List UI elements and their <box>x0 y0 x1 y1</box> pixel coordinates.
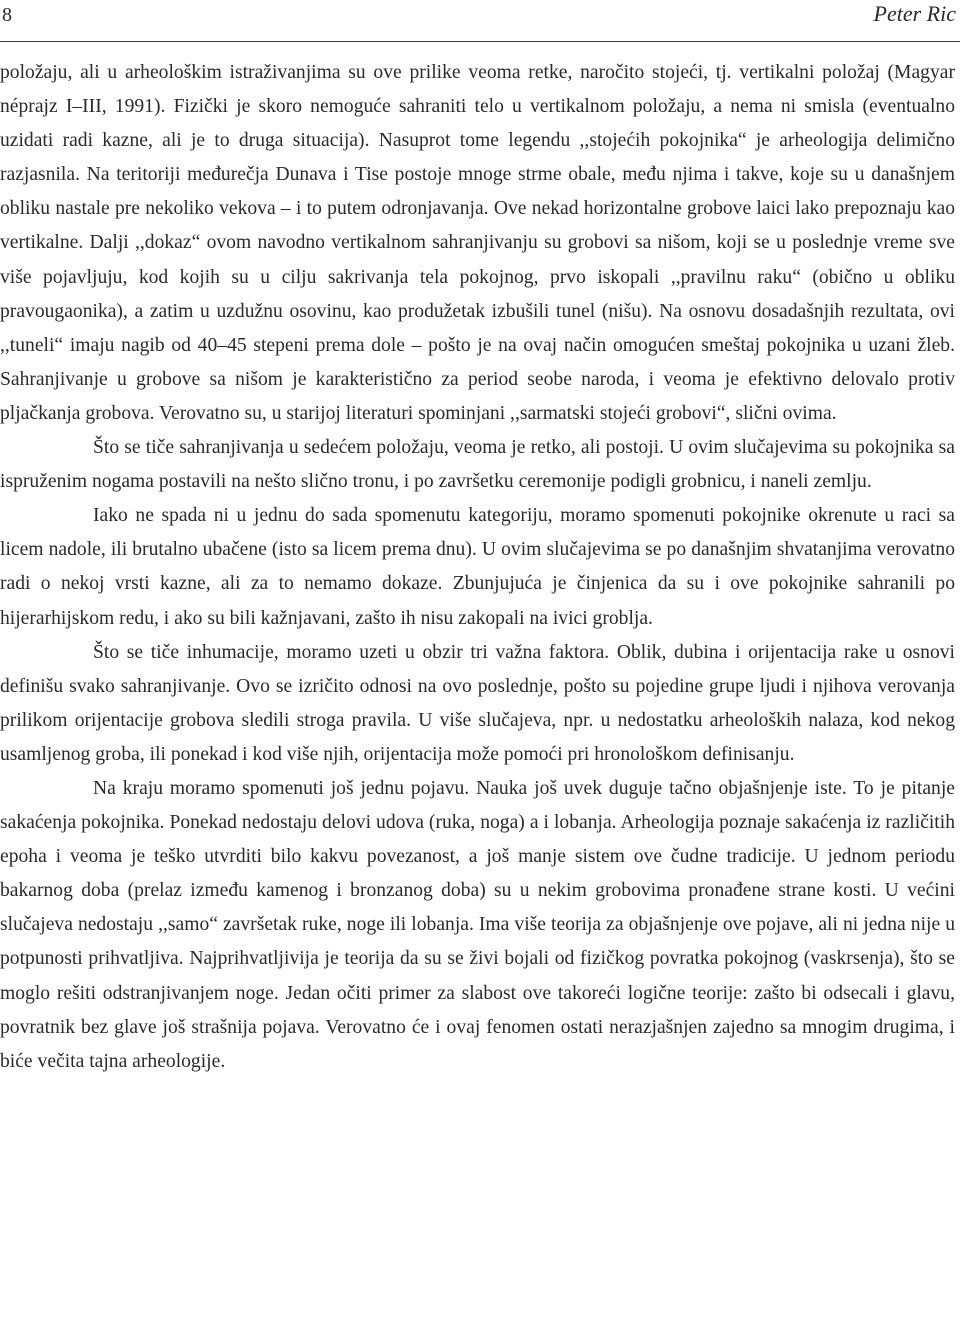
paragraph-1: položaju, ali u arheološkim istraživanjima su ove prilike veoma retke, naročito stojeći, tj. vertikalni položaj (Magyar néprajz I–III, 1991). Fizički je skoro nemoguće sahraniti telo u vertikalnom položaju, a nema ni smisla (eventualno uzidati radi kazne, ali je to druga situacija). Nasuprot tome legendu ,,stojećih pokojnika“ je arheologija delimično razjasnila. Na teritoriji međurečja Dunava i Tise postoje mnoge strme obale, među njima i takve, koje su u današnjem obliku nastale pre nekoliko vekova – i to putem odronjavanja. Ove nekad horizontalne grobove laici lako prepoznaju kao vertikalne. Dalji ,,dokaz“ ovom navodno vertikalnom sahranjivanju su grobovi sa nišom, koji se u poslednje vreme sve više pojavljuju, kod kojih su u cilju sakrivanja tela pokojnog, prvo iskopali ,,pravilnu raku“ (obično u obliku pravougaonika), a zatim u uzdužnu osovinu, kao produžetak izbušili tunel (nišu). Na osnovu dosadašnjih rezultata, ovi ,,tuneli“ imaju nagib od 40–45 stepeni prema dole – pošto je na ovaj način omogućen smeštaj pokojnika u uzani žleb. Sahranjivanje u grobove sa nišom je karakteristično za period seobe naroda, i veoma je efektivno delovalo protiv pljačkanja grobova. Verovatno su, u starijoj literaturi spominjani ,,sarmatski stojeći grobovi“, slični ovima. <box>0 62 955 424</box>
paragraph-2: Što se tiče sahranjivanja u sedećem položaju, veoma je retko, ali postoji. U ovim slučajevima su pokojnika sa ispruženim nogama postavili na nešto slično tronu, i po završetku ceremonije podigli grobnicu, i naneli zemlju. <box>0 437 955 493</box>
page-number: 8 <box>2 4 12 26</box>
paragraph-4: Što se tiče inhumacije, moramo uzeti u obzir tri važna faktora. Oblik, dubina i orijentacija rake u osnovi definišu svako sahranjivanje. Ovo se izričito odnosi na ovo poslednje, pošto su pojedine grupe ljudi i njihova verovanja prilikom orijentacije grobova sledili stroga pravila. U više slučajeva, npr. u nedostatku arheoloških nalaza, kod nekog usamljenog groba, ili ponekad i kod više njih, orijentacija može pomoći pri hronološkom definisanju. <box>0 641 955 765</box>
header-rule <box>0 41 960 42</box>
running-head-author: Peter Ric <box>873 1 956 26</box>
body-text <box>0 56 955 1079</box>
paragraph-3: Iako ne spada ni u jednu do sada spomenutu kategoriju, moramo spomenuti pokojnike okrenute u raci sa licem nadole, ili brutalno ubačene (isto sa licem prema dnu). U ovim slučajevima se po današnjim shvatanjima verovatno radi o nekoj vrsti kazne, ali za to nemamo dokaze. Zbunjujuća je činjenica da su i ove pokojnike sahranili po hijerarhijskom redu, i ako su bili kažnjavani, zašto ih nisu zakopali na ivici groblja. <box>0 505 955 629</box>
paragraph-5: Na kraju moramo spomenuti još jednu pojavu. Nauka još uvek duguje tačno objašnjenje iste. To je pitanje sakaćenja pokojnika. Ponekad nedostaju delovi udova (ruka, noga) a i lobanja. Arheologija poznaje sakaćenja iz različitih epoha i veoma je teško utvrditi bilo kakvu povezanost, a još manje sistem ove čudne tradicije. U jednom periodu bakarnog doba (prelaz između kamenog i bronzanog doba) su u nekim grobovima pronađene strane kosti. U većini slučajeva nedostaju ,,samo“ završetak ruke, noge ili lobanja. Ima više teorija za objašnjenje ove pojave, ali ni jedna nije u potpunosti prihvatljiva. Najprihvatljivija je teorija da su se živi bojali od fizičkog povratka pokojnog (vaskrsenja), što se moglo rešiti odstranjivanjem noge. Jedan očiti primer za slabost ove takoreći logične teorije: zašto bi odsecali i glavu, povratnik bez glave još strašnija pojava. Verovatno će i ovaj fenomen ostati nerazjašnjen zajedno sa mnogim drugima, i biće večita tajna arheologije. <box>0 777 955 1072</box>
page-header <box>0 0 960 44</box>
